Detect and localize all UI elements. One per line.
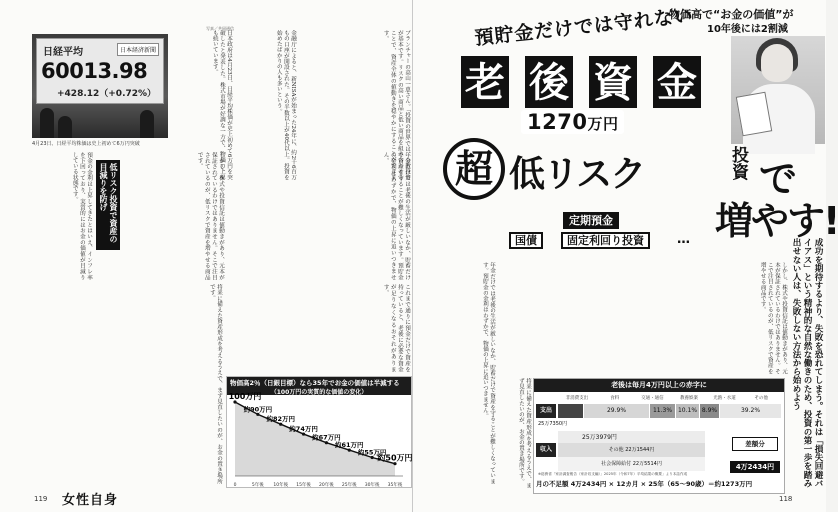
board-title: 日経平均 bbox=[43, 47, 83, 58]
data-label: 約61万円 bbox=[335, 441, 364, 450]
super-mark: 超 bbox=[443, 138, 505, 200]
expense-segment: 8.9% bbox=[700, 404, 720, 418]
expense-label: 支出 bbox=[536, 404, 556, 418]
amount-unit: 万円 bbox=[587, 115, 619, 133]
headline-kicker: 預貯金だけでは守れない bbox=[473, 4, 695, 50]
table-note: ※総務省「家計調査報告（家計収支編）」2025年（令和7年）平均結果の概要」より本誌作成 bbox=[538, 472, 688, 476]
text-column: 将来に備えた資産形成を考えるうえで、まず見直したいのが、お金の置き場所です。 bbox=[208, 284, 222, 484]
deficit-amount: 4万2434円 bbox=[730, 461, 780, 473]
headline-kicker-2: 物価高で“お金の価値”が bbox=[669, 8, 794, 21]
value-decline-chart bbox=[226, 376, 412, 488]
headline-char: 老 bbox=[461, 56, 509, 108]
x-tick-label: 0 bbox=[233, 483, 237, 488]
person-silhouette bbox=[40, 108, 54, 138]
expense-segment: 11.3% bbox=[650, 404, 676, 418]
text-column: しかし、株式や投資信託は値動きがあり、元本が保証されているわけではありません。そこで注目されているのが、低リスクで資産を増やせる商品です。 bbox=[759, 262, 787, 374]
headline-char: 資 bbox=[589, 56, 637, 108]
headline-de: で bbox=[759, 157, 798, 201]
category-label: 光熱・水道 bbox=[713, 396, 736, 401]
person-silhouette bbox=[140, 110, 154, 138]
right-page bbox=[413, 0, 838, 512]
x-tick-label: 25年後 bbox=[341, 483, 357, 488]
x-tick-label: 15年後 bbox=[296, 483, 311, 488]
expense-segment: 10.1% bbox=[676, 404, 700, 418]
text-column: 将来に備えた資産形成を考えるうえで、まず見直したいのが、お金の置き場所です。 bbox=[517, 378, 531, 488]
deficit-label: 差額分 bbox=[732, 437, 778, 451]
expense-total: 25万7350円 bbox=[538, 421, 568, 427]
product-tag: 固定利回り投資 bbox=[561, 232, 650, 249]
income-label: 収入 bbox=[536, 443, 556, 457]
category-row bbox=[558, 395, 780, 401]
lead-paragraph: 成功を期待するより、失敗を恐れてしまう。それは「損失回避バイアス」という精神的な自然な働きのため、投資の第一歩を踏み出せない人は、失敗しない方法から始めよう bbox=[791, 238, 823, 488]
income-total-bar: 25万3979円 bbox=[558, 431, 706, 445]
chart-title: 物価高2％（日銀目標）なら35年でお金の価値は半減する bbox=[230, 379, 400, 387]
text-column: 日本政府は4月23日、日経平均株価が史上初めて6万円を突破したと発表した。株式市場が好調な一方で、物価の上昇も続いています。 bbox=[211, 30, 232, 180]
data-label: 約67万円 bbox=[312, 433, 341, 442]
product-tag: 定期預金 bbox=[563, 212, 619, 229]
headline-char: 後 bbox=[525, 56, 573, 108]
photo-caption: 4月23日、日経平均株価は史上初めて6万円突破 bbox=[32, 141, 140, 147]
category-label: その他 bbox=[754, 396, 768, 401]
data-label: 100万円 bbox=[228, 392, 262, 401]
headline-char: 金 bbox=[653, 56, 701, 108]
amount-value: 1270 bbox=[527, 110, 588, 134]
product-tag: 国債 bbox=[509, 232, 543, 249]
x-tick-label: 30年後 bbox=[364, 483, 380, 488]
table-footer: 月の不足額 4万2434円 × 12カ月 × 25年（65〜90歳）＝約1273万円 bbox=[536, 480, 753, 488]
data-label: 約55万円 bbox=[357, 448, 387, 457]
headline-amount bbox=[521, 110, 624, 134]
expense-segment bbox=[558, 404, 584, 418]
nikkei-value: 60013.98 bbox=[41, 59, 148, 83]
data-label: 約82万円 bbox=[266, 415, 295, 424]
headline-kicker-3: 10年後には2割減 bbox=[707, 24, 788, 35]
text-column: ブランチャーの高山一恵さん。「投資の世界では、分散投資が基本です。リスクの高い商品と低い商品を組み合わせることで、資産全体の値動きを穏やかにすることができます。 bbox=[382, 30, 410, 180]
data-label: 約90万円 bbox=[243, 405, 273, 414]
x-tick-label: 35年後 bbox=[387, 483, 403, 488]
headline-investment: 投資 bbox=[728, 146, 748, 180]
page-number: 119 bbox=[34, 495, 48, 503]
board-logo: 日本経済新聞 bbox=[117, 43, 159, 56]
text-column: 金融庁によると、新NISAが始まった24年に、約2千6百万もの口座が開設された。その半数以上が40代以上。投資を始めたばかりの人も多いという。 bbox=[275, 30, 296, 180]
category-label: 交通・通信 bbox=[641, 396, 664, 401]
category-label: 食料 bbox=[610, 396, 620, 401]
data-label: 約74万円 bbox=[289, 425, 318, 434]
headline-increase: 増やす! bbox=[715, 199, 838, 243]
deficit-table bbox=[533, 378, 785, 494]
person-silhouette bbox=[58, 116, 72, 138]
left-page bbox=[0, 0, 413, 512]
woman-photo bbox=[731, 36, 825, 144]
nikkei-change: +428.12（+0.72%） bbox=[57, 89, 157, 99]
stock-board bbox=[36, 38, 164, 104]
text-column: これまで通りに預金だけで資産を持っていると、老後に必要な資金が足りなくなるおそれがあります。 bbox=[382, 284, 410, 372]
expense-segment: 39.2% bbox=[720, 404, 782, 418]
text-column: 年金だけでは老後の生活が厳しいなか、貯蓄だけで資産を守ることが難しくなっています。預貯金の金利はわずかで、物価の上昇に追いつきません。 bbox=[382, 152, 410, 280]
text-column: 預金の金利は上昇してきたとはいえ、インフレ率を下回っており、実質的にはお金の価値が目減りしている状態です。 bbox=[71, 152, 92, 280]
table-title: 老後は毎月4万円以上の赤字に bbox=[534, 379, 784, 392]
income-segment: 社会保障給付 22万5514円 bbox=[558, 457, 706, 471]
category-label: 教養娯楽 bbox=[679, 396, 698, 401]
page-number: 118 bbox=[779, 495, 793, 503]
expense-segment: 29.9% bbox=[584, 404, 650, 418]
stock-ticker-photo bbox=[32, 34, 168, 138]
text-column: 年金だけでは老後の生活が厳しいなか、貯蓄だけで資産を守ることが難しくなっています。預貯金の金利はわずかで、物価の上昇に追いつきません。 bbox=[481, 262, 495, 484]
headline-low-risk: 低リスク bbox=[509, 154, 645, 195]
subhead: 低リスク投資で資産の目減りを防げ bbox=[96, 160, 120, 250]
product-ellipsis: … bbox=[677, 232, 690, 247]
woman-face bbox=[761, 44, 793, 82]
x-tick-label: 20年後 bbox=[319, 483, 334, 488]
photo-credit: 写真／共同通信 bbox=[206, 26, 234, 31]
x-tick-label: 10年後 bbox=[273, 483, 289, 488]
income-segment: その他 22万1544円 bbox=[558, 443, 706, 457]
text-column: しかし、株式や投資信託は値動きがあり、元本が保証されているわけではありません。そこで注目されているのが、低リスクで資産を増やせる商品です。 bbox=[196, 152, 224, 280]
category-label: 非消費支出 bbox=[565, 396, 589, 401]
x-tick-label: 5年後 bbox=[251, 483, 264, 488]
data-label: 約50万円 bbox=[377, 453, 413, 463]
magazine-logo: 女性自身 bbox=[62, 493, 119, 508]
chart-subtitle: （100万円の実質的な価値の変化） bbox=[270, 389, 368, 396]
